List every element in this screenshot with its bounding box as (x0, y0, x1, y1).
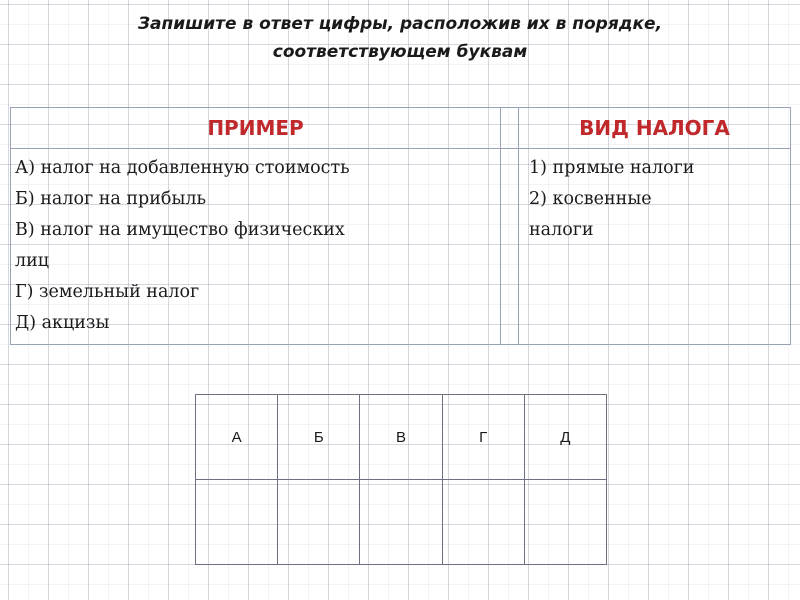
examples-cell (11, 149, 501, 345)
answer-cell-v[interactable] (360, 480, 442, 565)
answer-cell-b[interactable] (278, 480, 360, 565)
list-item: А) налог на добавленную стоимость (15, 158, 350, 178)
tax-classification-table (10, 107, 791, 345)
table-body-row (11, 149, 791, 345)
answer-letters-row (196, 395, 607, 480)
answer-letter-b: Б (278, 395, 360, 480)
header-spacer (501, 108, 519, 149)
list-item: В) налог на имущество физических (15, 220, 345, 240)
answer-cell-g[interactable] (442, 480, 524, 565)
list-item: Б) налог на прибыль (15, 189, 207, 209)
answer-letter-v: В (360, 395, 442, 480)
title-line-1: Запишите в ответ цифры, расположив их в порядке, (137, 14, 663, 34)
body-spacer (501, 149, 519, 345)
answer-letter-g: Г (442, 395, 524, 480)
answer-cell-a[interactable] (196, 480, 278, 565)
list-item: Д) акцизы (15, 313, 110, 333)
header-tax-type: ВИД НАЛОГА (519, 108, 791, 149)
tax-types-cell (519, 149, 791, 345)
list-item: 2) косвенные (529, 189, 652, 209)
answer-letter-d: Д (524, 395, 606, 480)
answer-values-row (196, 480, 607, 565)
list-item: налоги (529, 220, 594, 240)
answer-cell-d[interactable] (524, 480, 606, 565)
list-item: лиц (15, 251, 50, 271)
header-example: ПРИМЕР (11, 108, 501, 149)
list-item: 1) прямые налоги (529, 158, 695, 178)
answer-letter-a: А (196, 395, 278, 480)
table-header-row (11, 108, 791, 149)
slide-title (40, 10, 760, 66)
answer-grid (195, 394, 607, 565)
title-line-2: соответствующем буквам (272, 42, 528, 62)
list-item: Г) земельный налог (15, 282, 200, 302)
